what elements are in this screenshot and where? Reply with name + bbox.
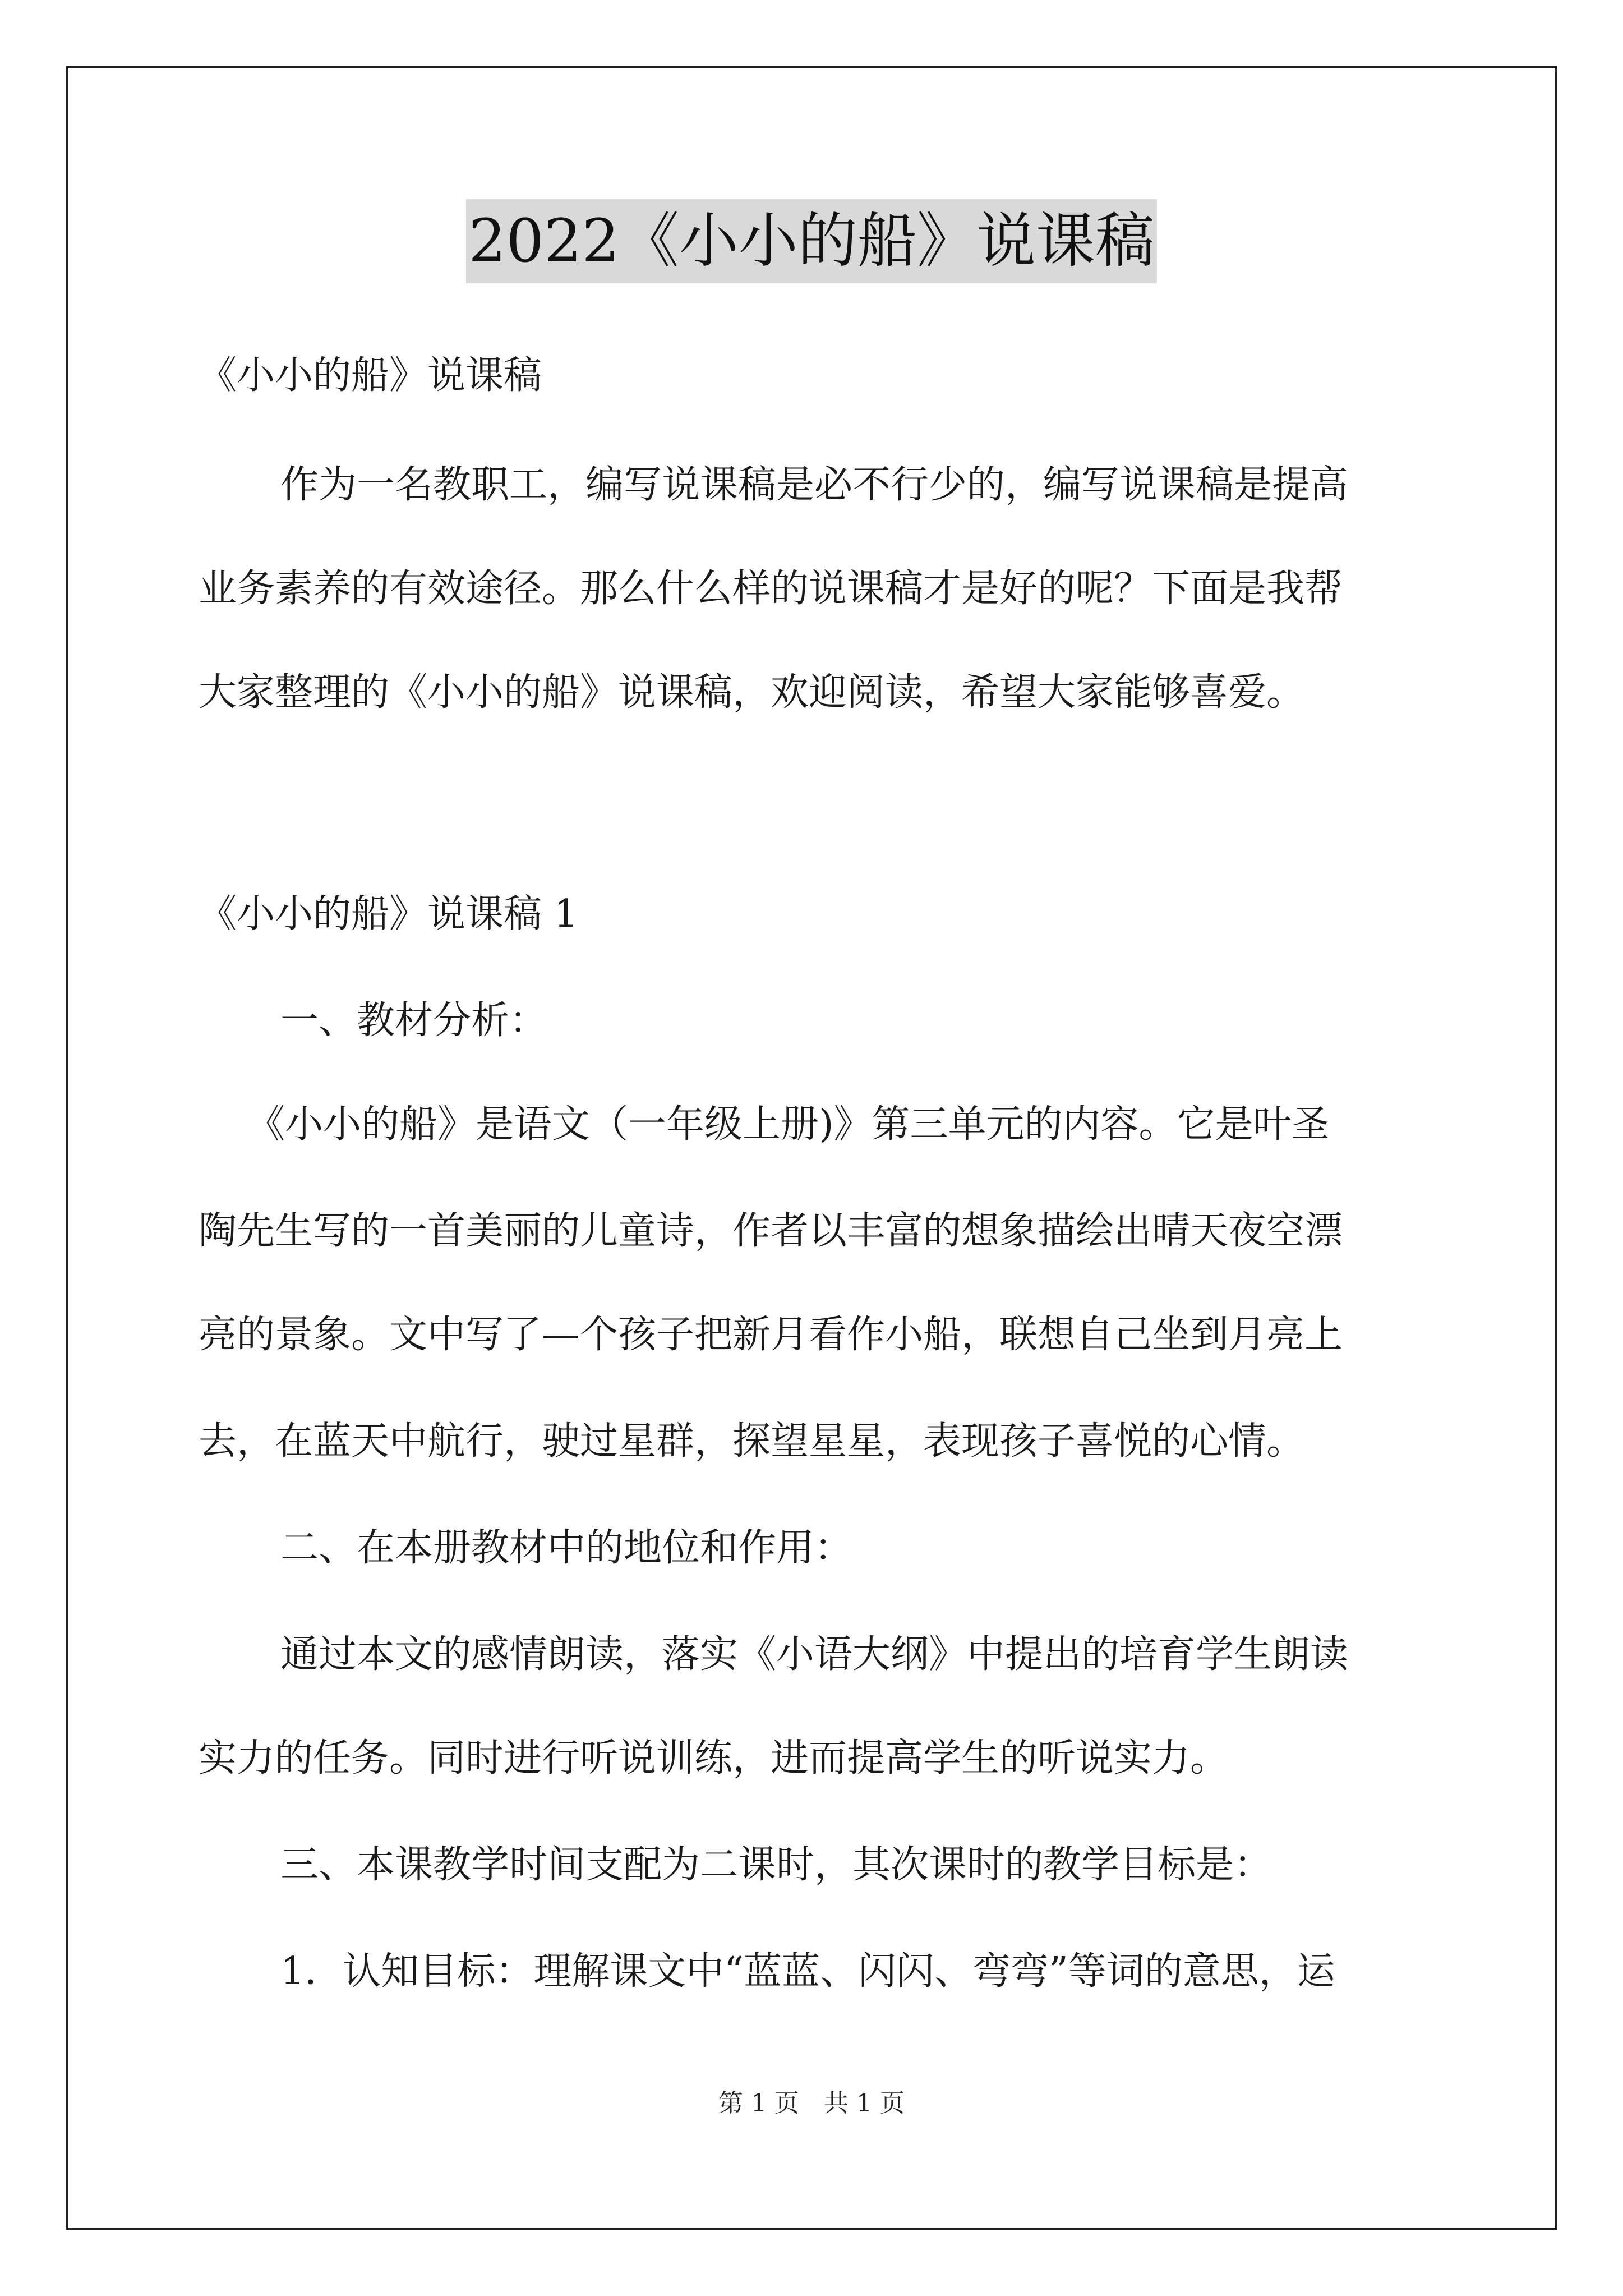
paragraph-line: 二、在本册教材中的地位和作用： xyxy=(280,1526,853,1570)
paragraph-line: 业务素养的有效途径。那么什么样的说课稿才是好的呢？下面是我帮 xyxy=(199,567,1343,611)
document-title: 2022《小小的船》说课稿 xyxy=(466,199,1157,283)
paragraph-line: 陶先生写的一首美丽的儿童诗，作者以丰富的想象描绘出晴天夜空漂 xyxy=(199,1209,1343,1253)
paragraph-line: 《小小的船》是语文（一年级上册)》第三单元的内容。它是叶圣 xyxy=(247,1102,1330,1147)
paragraph-line: 实力的任务。同时进行听说训练，进而提高学生的听说实力。 xyxy=(199,1736,1229,1780)
paragraph-line: 一、教材分析： xyxy=(280,999,548,1043)
paragraph-line: 1．认知目标：理解课文中“蓝蓝、闪闪、弯弯”等词的意思，运 xyxy=(280,1949,1335,1994)
title-container xyxy=(0,199,1623,283)
subtitle: 《小小的船》说课稿 xyxy=(199,353,542,398)
page-footer: 第 1 页 共 1 页 xyxy=(718,2089,905,2118)
paragraph-line: 亮的景象。文中写了—个孩子把新月看作小船，联想自己坐到月亮上 xyxy=(199,1313,1343,1357)
section-heading: 《小小的船》说课稿 1 xyxy=(199,892,578,936)
paragraph-line: 大家整理的《小小的船》说课稿，欢迎阅读，希望大家能够喜爱。 xyxy=(199,670,1305,715)
paragraph-line: 通过本文的感情朗读，落实《小语大纲》中提出的培育学生朗读 xyxy=(280,1632,1349,1677)
paragraph-line: 作为一名教职工，编写说课稿是必不行少的，编写说课稿是提高 xyxy=(280,463,1349,507)
paragraph-line: 去，在蓝天中航行，驶过星群，探望星星，表现孩子喜悦的心情。 xyxy=(199,1419,1305,1464)
paragraph-line: 三、本课教学时间支配为二课时，其次课时的教学目标是： xyxy=(280,1843,1272,1887)
